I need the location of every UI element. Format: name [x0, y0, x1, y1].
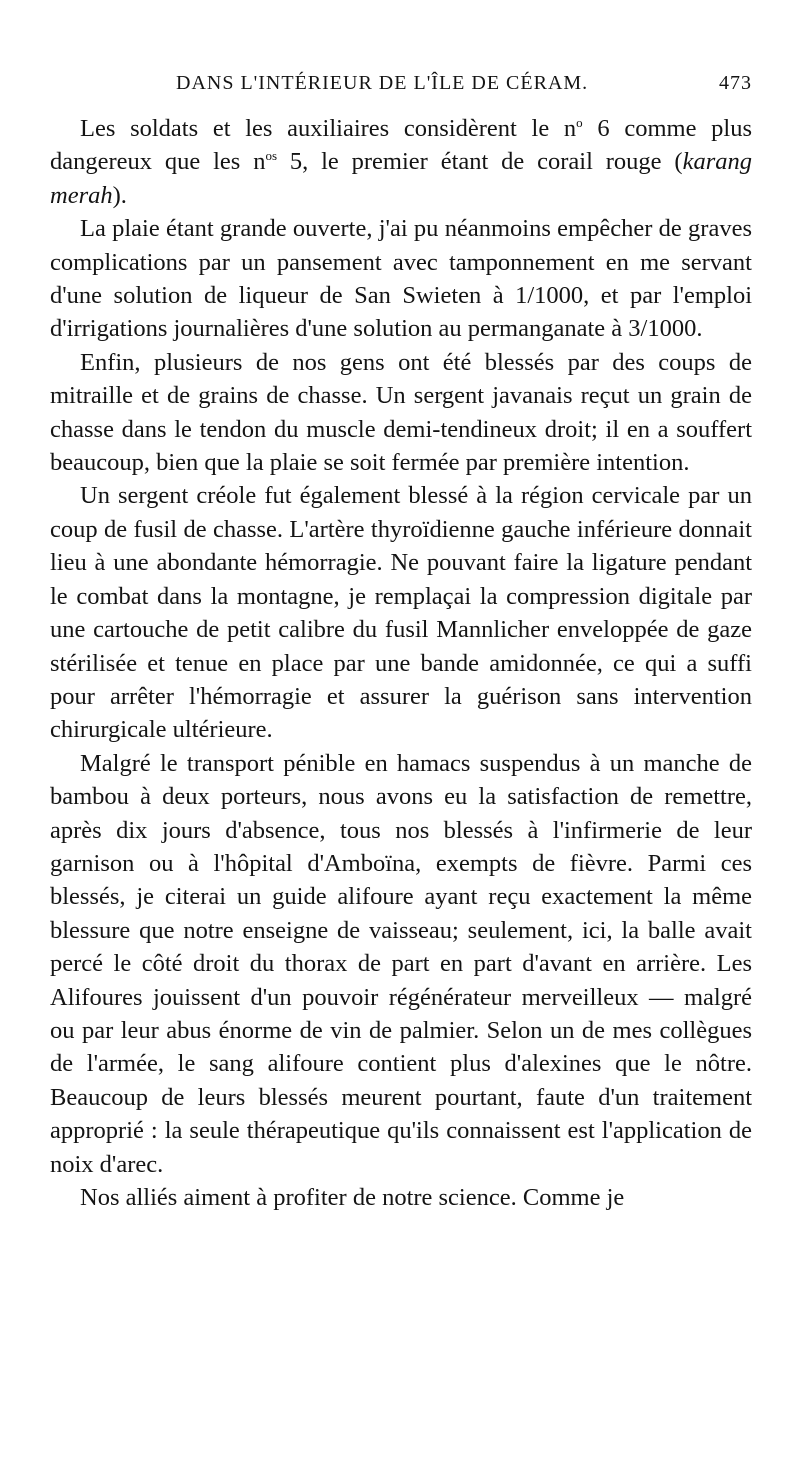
running-head	[50, 72, 752, 106]
paragraph-4: Un sergent créole fut également blessé à la région cervicale par un coup de fusil de chasse. L'artère thyroïdienne gauche inférieure donnait lieu à une abondante hémorragie. Ne pouvant faire la ligature pendant le combat dans la montagne, je remplaçai la compression digitale par une cartouche de petit calibre du fusil Mannlicher enveloppée de gaze stérilisée et tenue en place par une bande amidonnée, ce qui a suffi pour arrêter l'hémorragie et assurer la guérison sans intervention chirurgicale ultérieure.	[50, 482, 752, 744]
paragraph-5: Malgré le transport pénible en hamacs suspendus à un manche de bambou à deux porteurs, nous avons eu la satisfaction de remettre, après dix jours d'absence, tous nos blessés à l'infirmerie de leur garnison ou à l'hôpital d'Amboïna, exempts de fièvre. Parmi ces blessés, je citerai un guide alifoure ayant reçu exactement la même blessure que notre enseigne de vaisseau; seulement, ici, la balle avait percé le côté droit du thorax de part en part d'avant en arrière. Les Alifoures jouissent d'un pouvoir régénérateur merveilleux — malgré ou par leur abus énorme de vin de palmier. Selon un de mes collègues de l'armée, le sang alifoure contient plus d'alexines que le nôtre. Beaucoup de leurs blessés meurent pourtant, faute d'un traitement approprié : la seule thérapeutique qu'ils connaissent est l'application de noix d'arec.	[50, 749, 752, 1178]
italic-term: karang merah	[50, 148, 752, 209]
superscript-os: os	[265, 148, 278, 164]
page-number: 473	[719, 72, 752, 94]
paragraph-1: Les soldats et les auxiliaires considèrent le $n^o$ 6 comme plus dangereux que les $n^{os}$ 5, le premier étant de corail rouge (karang merah).	[50, 114, 752, 209]
superscript-o: o	[576, 114, 583, 130]
book-page	[50, 0, 752, 1471]
paragraph-2: La plaie étant grande ouverte, j'ai pu néanmoins empêcher de graves complications par un pansement avec tamponnement en me servant d'une solution de liqueur de San Swieten à 1/1000, et par l'emploi d'irrigations journalières d'une solution au permanganate à 3/1000.	[50, 215, 752, 343]
paragraph-3: Enfin, plusieurs de nos gens ont été blessés par des coups de mitraille et de grains de chasse. Un sergent javanais reçut un grain de chasse dans le tendon du muscle demi-tendineux droit; il en a souffert beaucoup, bien que la plaie se soit fermée par première intention.	[50, 348, 752, 477]
running-title: DANS L'INTÉRIEUR DE L'ÎLE DE CÉRAM.	[176, 72, 589, 94]
body-text	[50, 112, 752, 1214]
paragraph-6: Nos alliés aiment à profiter de notre science. Comme je	[80, 1184, 625, 1211]
